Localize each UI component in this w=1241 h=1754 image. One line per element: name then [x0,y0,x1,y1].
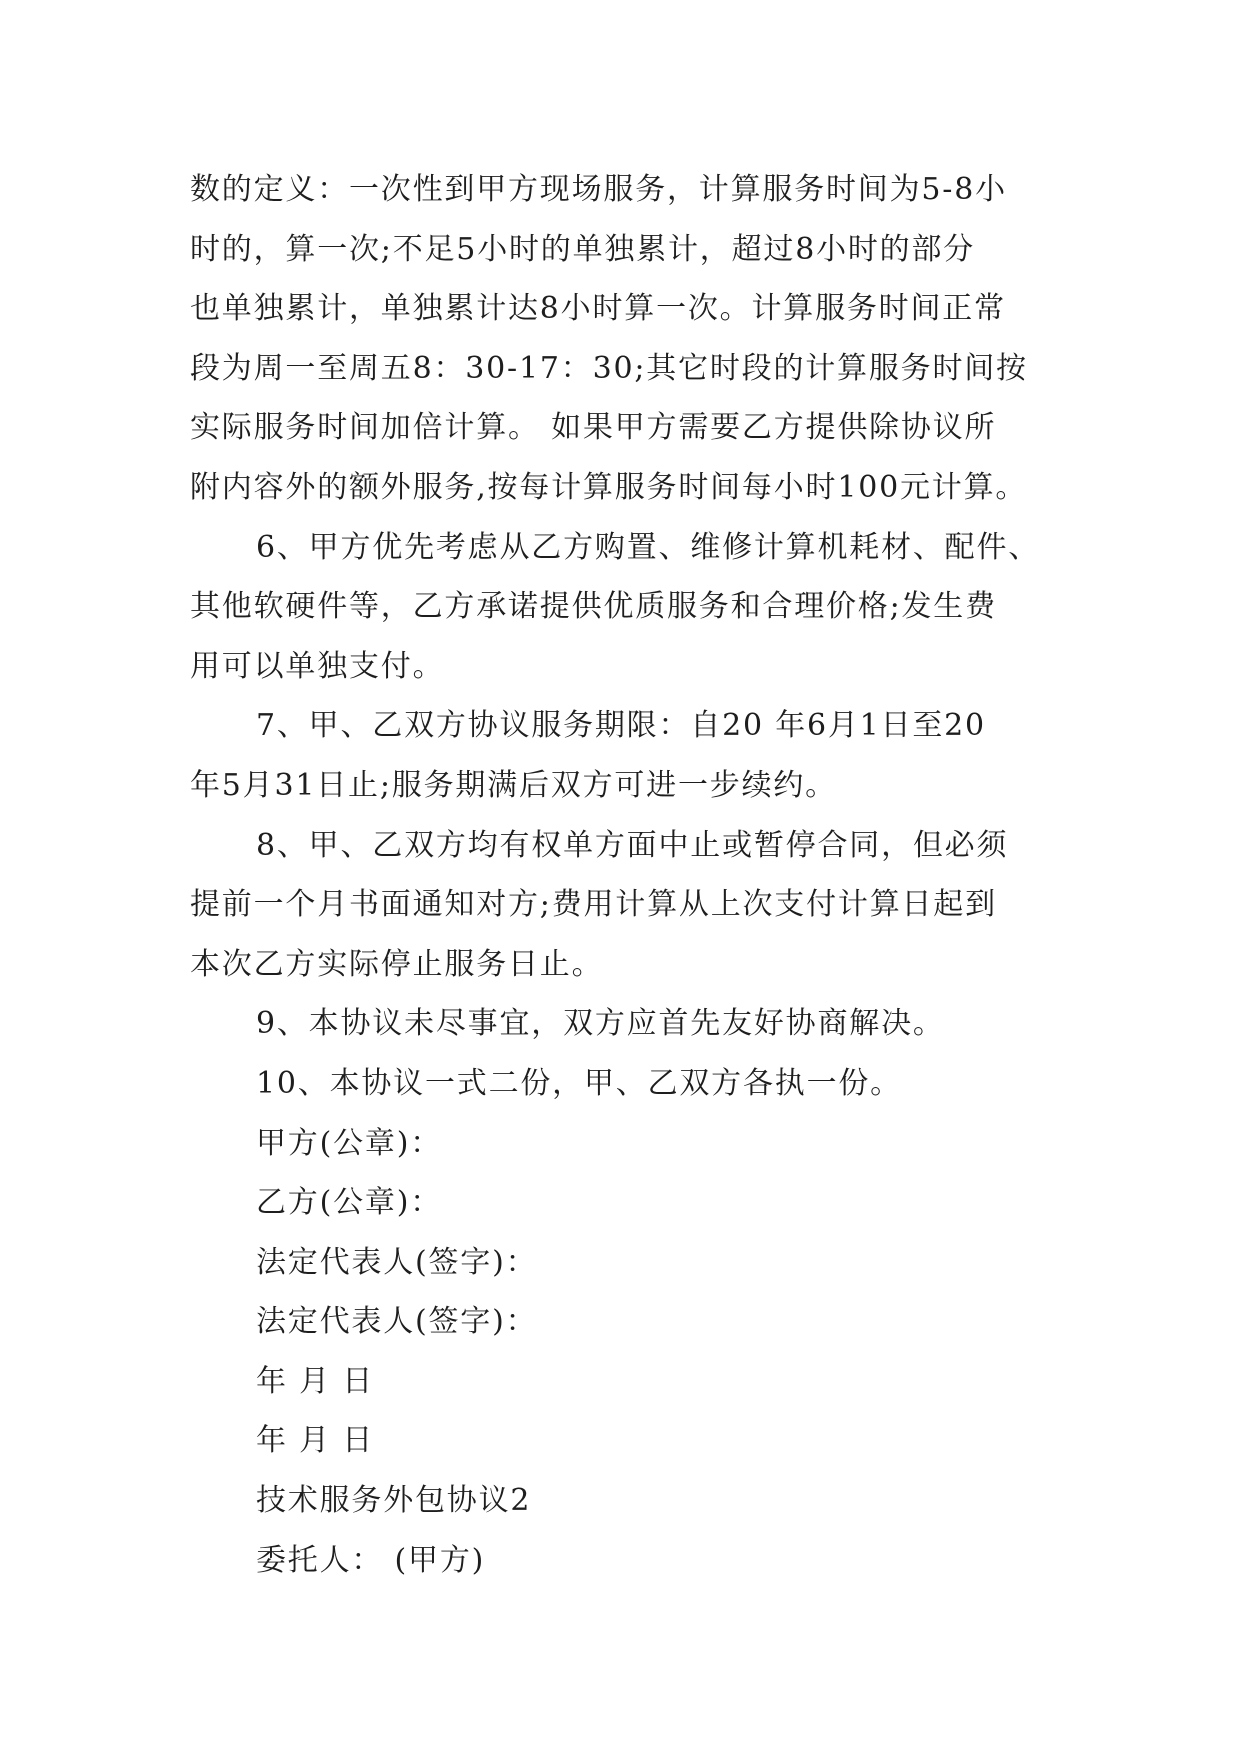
text-line: 附内容外的额外服务,按每计算服务时间每小时100元计算。 [190,469,1028,505]
party-b-seal-label: 乙方(公章)： [256,1185,443,1221]
legal-representative-label: 法定代表人(签字)： [256,1244,538,1280]
text-line: 其他软硬件等，乙方承诺提供优质服务和合理价格;发生费 [190,589,997,625]
text-line: 年5月31日止;服务期满后双方可进一步续约。 [190,767,837,803]
text-line: 6、甲方优先考虑从乙方购置、维修计算机耗材、配件、 [256,529,1041,565]
text-line: 9、本协议未尽事宜，双方应首先友好协商解决。 [256,1006,945,1042]
section-title: 技术服务外包协议2 [256,1483,532,1519]
text-line: 时的，算一次;不足5小时的单独累计，超过8小时的部分 [190,231,976,267]
text-line: 用可以单独支付。 [190,648,445,684]
text-line: 段为周一至周五8：30-17：30;其它时段的计算服务时间按 [190,350,1028,386]
party-a-seal-label: 甲方(公章)： [256,1125,443,1161]
legal-representative-label: 法定代表人(签字)： [256,1304,538,1340]
text-line: 本次乙方实际停止服务日止。 [190,946,604,982]
text-line: 实际服务时间加倍计算。 如果甲方需要乙方提供除协议所 [190,410,997,446]
text-line: 数的定义：一次性到甲方现场服务，计算服务时间为5-8小 [190,172,1007,207]
text-line: 也单独累计，单独累计达8小时算一次。计算服务时间正常 [190,291,1006,327]
text-line: 10、本协议一式二份，甲、乙双方各执一份。 [256,1065,902,1101]
text-line: 提前一个月书面通知对方;费用计算从上次支付计算日起到 [190,887,997,923]
text-line: 8、甲、乙双方均有权单方面中止或暂停合同，但必须 [256,827,1009,863]
date-label: 年 月 日 [256,1423,375,1459]
text-line: 7、甲、乙双方协议服务期限：自20 年6月1日至20 [256,708,986,744]
date-label: 年 月 日 [256,1363,375,1399]
document-page [190,160,1060,1590]
client-label: 委托人： (甲方) [256,1542,486,1578]
